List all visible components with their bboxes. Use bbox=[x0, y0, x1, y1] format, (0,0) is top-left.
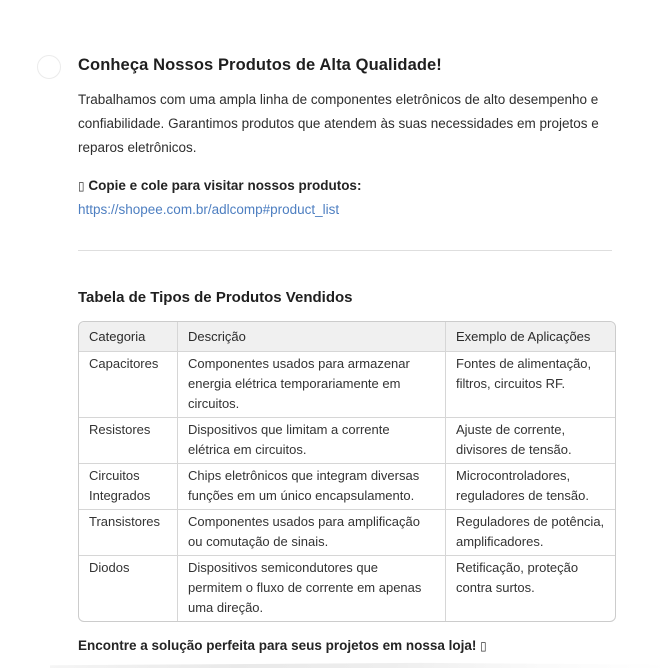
missing-emoji-icon: ▯ bbox=[480, 639, 487, 653]
bottom-edge-artifact bbox=[50, 662, 668, 668]
copy-link-line bbox=[78, 174, 612, 222]
cell-categoria: Diodos bbox=[79, 555, 177, 621]
column-header-aplicacoes: Exemplo de Aplicações bbox=[445, 322, 615, 351]
cell-aplicacoes: Reguladores de potência, amplificadores. bbox=[445, 509, 615, 555]
missing-emoji-icon: ▯ bbox=[78, 179, 85, 193]
closing-text: Encontre a solução perfeita para seus projetos em nossa loja! bbox=[78, 638, 477, 653]
table-row bbox=[79, 463, 615, 509]
cell-categoria: Capacitores bbox=[79, 351, 177, 417]
cell-descricao: Dispositivos que limitam a corrente elétrica em circuitos. bbox=[177, 417, 445, 463]
closing-line bbox=[78, 635, 612, 657]
copy-link-label: Copie e cole para visitar nossos produtos: bbox=[88, 178, 362, 193]
cell-descricao: Dispositivos semicondutores que permitem o fluxo de corrente em apenas uma direção. bbox=[177, 555, 445, 621]
cell-descricao: Componentes usados para amplificação ou comutação de sinais. bbox=[177, 509, 445, 555]
document-body bbox=[78, 54, 612, 657]
cell-categoria: Resistores bbox=[79, 417, 177, 463]
table-row bbox=[79, 555, 615, 621]
products-table bbox=[78, 321, 616, 622]
cell-aplicacoes: Retificação, proteção contra surtos. bbox=[445, 555, 615, 621]
table-row bbox=[79, 417, 615, 463]
cell-descricao: Componentes usados para armazenar energia elétrica temporariamente em circuitos. bbox=[177, 351, 445, 417]
table-row bbox=[79, 509, 615, 555]
table-header-row bbox=[79, 322, 615, 351]
section-divider bbox=[78, 250, 612, 251]
column-header-categoria: Categoria bbox=[79, 322, 177, 351]
table-row bbox=[79, 351, 615, 417]
page-title: Conheça Nossos Produtos de Alta Qualidade! bbox=[78, 56, 442, 74]
product-list-link[interactable]: https://shopee.com.br/adlcomp#product_list bbox=[78, 202, 340, 217]
faint-circle-decoration bbox=[37, 55, 61, 79]
cell-categoria: Circuitos Integrados bbox=[79, 463, 177, 509]
table-section-title: Tabela de Tipos de Produtos Vendidos bbox=[78, 289, 353, 306]
cell-categoria: Transistores bbox=[79, 509, 177, 555]
cell-aplicacoes: Microcontroladores, reguladores de tensão. bbox=[445, 463, 615, 509]
cell-aplicacoes: Fontes de alimentação, filtros, circuitos RF. bbox=[445, 351, 615, 417]
column-header-descricao: Descrição bbox=[177, 322, 445, 351]
cell-aplicacoes: Ajuste de corrente, divisores de tensão. bbox=[445, 417, 615, 463]
cell-descricao: Chips eletrônicos que integram diversas funções em um único encapsulamento. bbox=[177, 463, 445, 509]
intro-paragraph: Trabalhamos com uma ampla linha de componentes eletrônicos de alto desempenho e confiabilidade. Garantimos produtos que atendem às suas necessidades em projetos e reparos eletrônicos. bbox=[78, 92, 599, 155]
